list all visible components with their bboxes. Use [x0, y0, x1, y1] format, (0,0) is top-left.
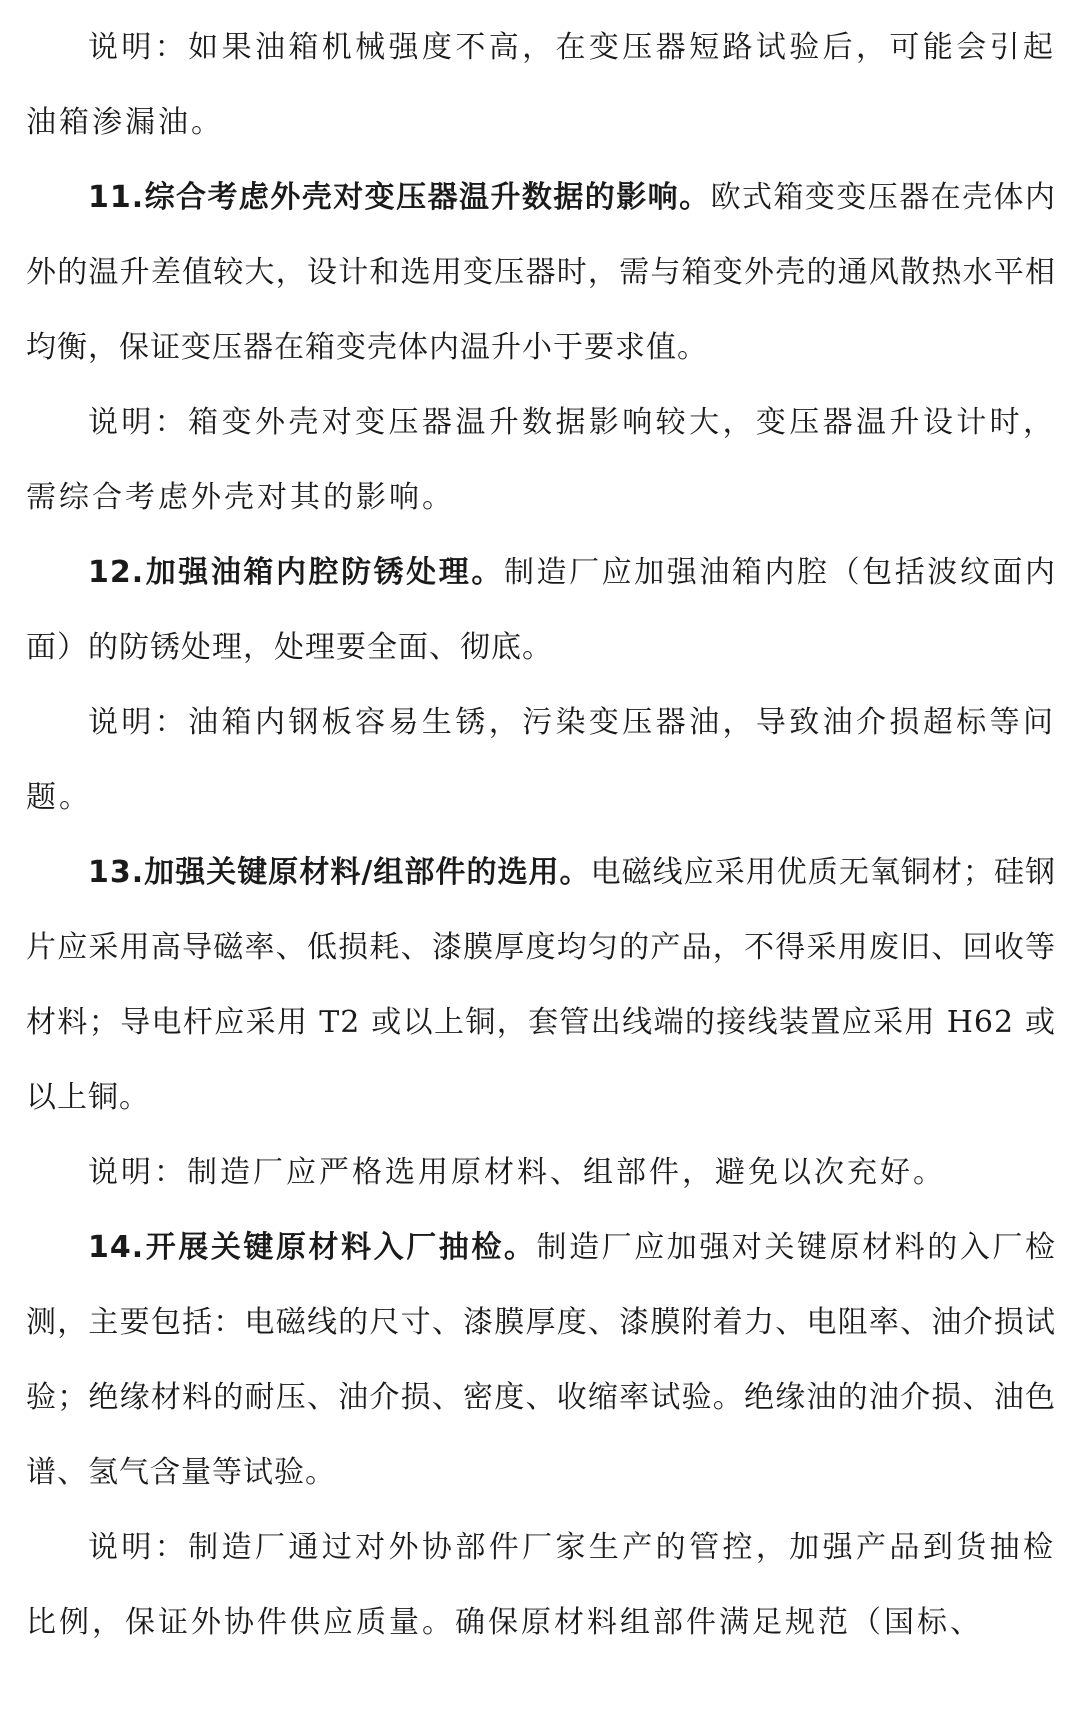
note-paragraph-4: 说明：制造厂应严格选用原材料、组部件，避免以次充好。	[88, 1155, 946, 1190]
item-body-14: 制造厂应加强对关键原材料的入厂检测，主要包括：电磁线的尺寸、漆膜厚度、漆膜附着力、电阻率、油介损试验；绝缘材料的耐压、油介损、密度、收缩率试验。绝缘油的油介损、油色谱、氢气含量等试验。	[26, 1230, 1057, 1490]
item-heading-13: 13.加强关键原材料/组部件的选用。	[88, 855, 591, 890]
note-paragraph-3: 说明：油箱内钢板容易生锈，污染变压器油，导致油介损超标等问题。	[26, 705, 1056, 815]
item-paragraph-11	[26, 160, 1056, 385]
note-paragraph-2: 说明：箱变外壳对变压器温升数据影响较大，变压器温升设计时，需综合考虑外壳对其的影响。	[26, 405, 1056, 515]
note-paragraph-5: 说明：制造厂通过对外协部件厂家生产的管控，加强产品到货抽检比例，保证外协件供应质量。确保原材料组部件满足规范（国标、	[26, 1530, 1056, 1640]
item-paragraph-13	[26, 835, 1056, 1135]
item-body-13: 电磁线应采用优质无氧铜材；硅钢片应采用高导磁率、低损耗、漆膜厚度均匀的产品，不得采用废旧、回收等材料；导电杆应采用 T2 或以上铜，套管出线端的接线装置应采用 H62 或以上铜。	[26, 855, 1056, 1115]
item-paragraph-12	[26, 535, 1056, 685]
note-paragraph-1: 说明：如果油箱机械强度不高，在变压器短路试验后，可能会引起油箱渗漏油。	[26, 30, 1056, 140]
item-body-12: 制造厂应加强油箱内腔（包括波纹面内面）的防锈处理，处理要全面、彻底。	[26, 555, 1056, 665]
item-paragraph-14	[26, 1210, 1056, 1510]
item-heading-14: 14.开展关键原材料入厂抽检。	[88, 1230, 537, 1265]
item-heading-12: 12.加强油箱内腔防锈处理。	[88, 555, 504, 590]
item-heading-11: 11.综合考虑外壳对变压器温升数据的影响。	[88, 180, 711, 215]
item-body-11: 欧式箱变变压器在壳体内外的温升差值较大，设计和选用变压器时，需与箱变外壳的通风散热水平相均衡，保证变压器在箱变壳体内温升小于要求值。	[26, 180, 1056, 365]
